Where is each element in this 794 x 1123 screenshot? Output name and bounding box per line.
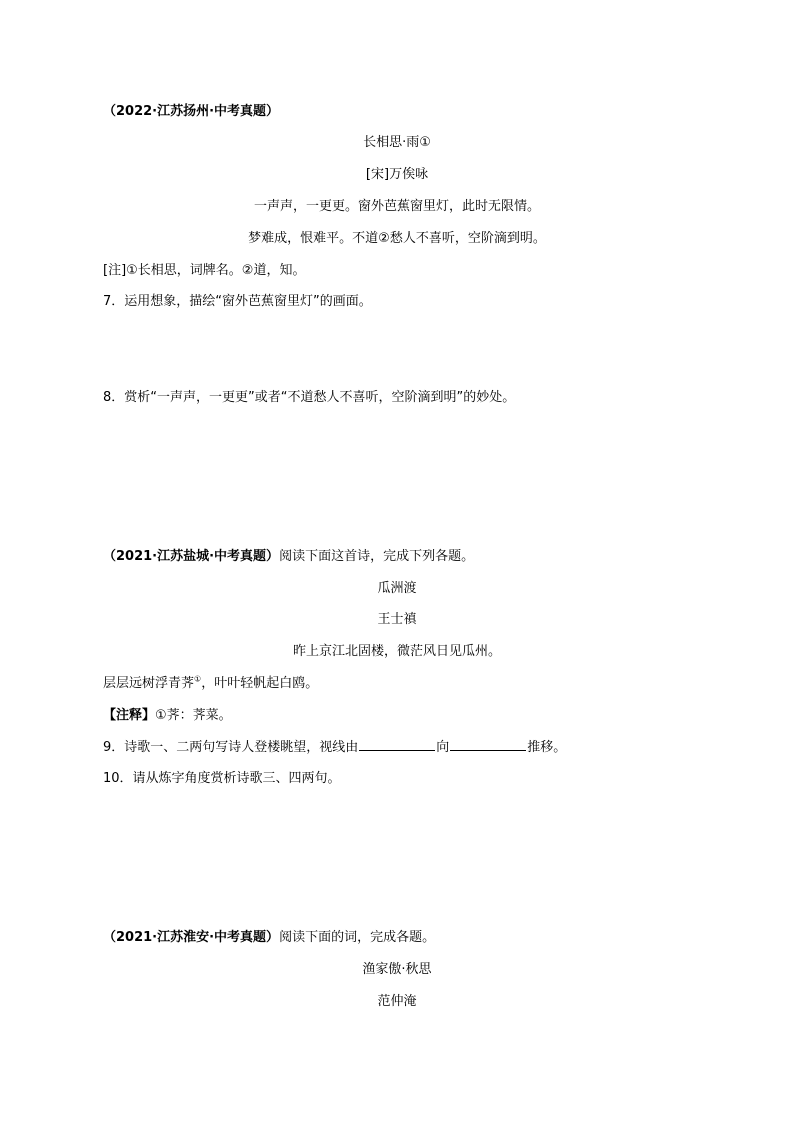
question-9: 9．诗歌一、二两句写诗人登楼眺望，视线由 向 推移。 (103, 740, 567, 755)
section2-author: 王士禛 (377, 612, 417, 627)
section1-poem-line-1: 一声声，一更更。窗外芭蕉窗里灯，此时无限情。 (253, 199, 540, 214)
footnote-marker: ① (194, 674, 202, 684)
section2-intro: 阅读下面这首诗，完成下列各题。 (279, 549, 475, 564)
section3-author: 范仲淹 (377, 994, 417, 1009)
section3-header (103, 929, 435, 947)
answer-blank-2 (450, 738, 526, 751)
section1-author: [宋]万俟咏 (365, 167, 429, 182)
section2-poem-line-1: 昨上京江北固楼，微茫风日见瓜州。 (292, 644, 501, 659)
section1-poem-title: 长相思·雨① (363, 135, 431, 150)
note-text: ①荠：荠菜。 (155, 708, 232, 723)
question-10: 10．请从炼字角度赏析诗歌三、四两句。 (103, 771, 341, 786)
question-7: 7．运用想象，描绘“窗外芭蕉窗里灯”的画面。 (103, 294, 372, 309)
question-8: 8．赏析“一声声，一更更”或者“不道愁人不喜听，空阶滴到明”的妙处。 (103, 390, 516, 405)
section2-poem-title: 瓜洲渡 (377, 581, 417, 596)
section1-source: （2022·江苏扬州·中考真题） (103, 104, 280, 119)
section2-poem-line-2: 层层远树浮青荠①，叶叶轻帆起白鸥。 (103, 674, 319, 691)
section2-source: （2021·江苏盐城·中考真题） (103, 549, 280, 564)
section1-poem-line-2: 梦难成，恨难平。不道②愁人不喜听，空阶滴到明。 (248, 231, 546, 246)
section2-note (103, 707, 232, 725)
section1-note: [注]①长相思，词牌名。②道，知。 (103, 263, 306, 278)
section3-source: （2021·江苏淮安·中考真题） (103, 930, 280, 945)
note-label: 【注释】 (103, 708, 156, 723)
section3-intro: 阅读下面的词，完成各题。 (279, 930, 436, 945)
answer-blank-1 (359, 738, 435, 751)
section3-poem-title: 渔家傲·秋思 (362, 962, 432, 977)
section2-header (103, 548, 474, 566)
